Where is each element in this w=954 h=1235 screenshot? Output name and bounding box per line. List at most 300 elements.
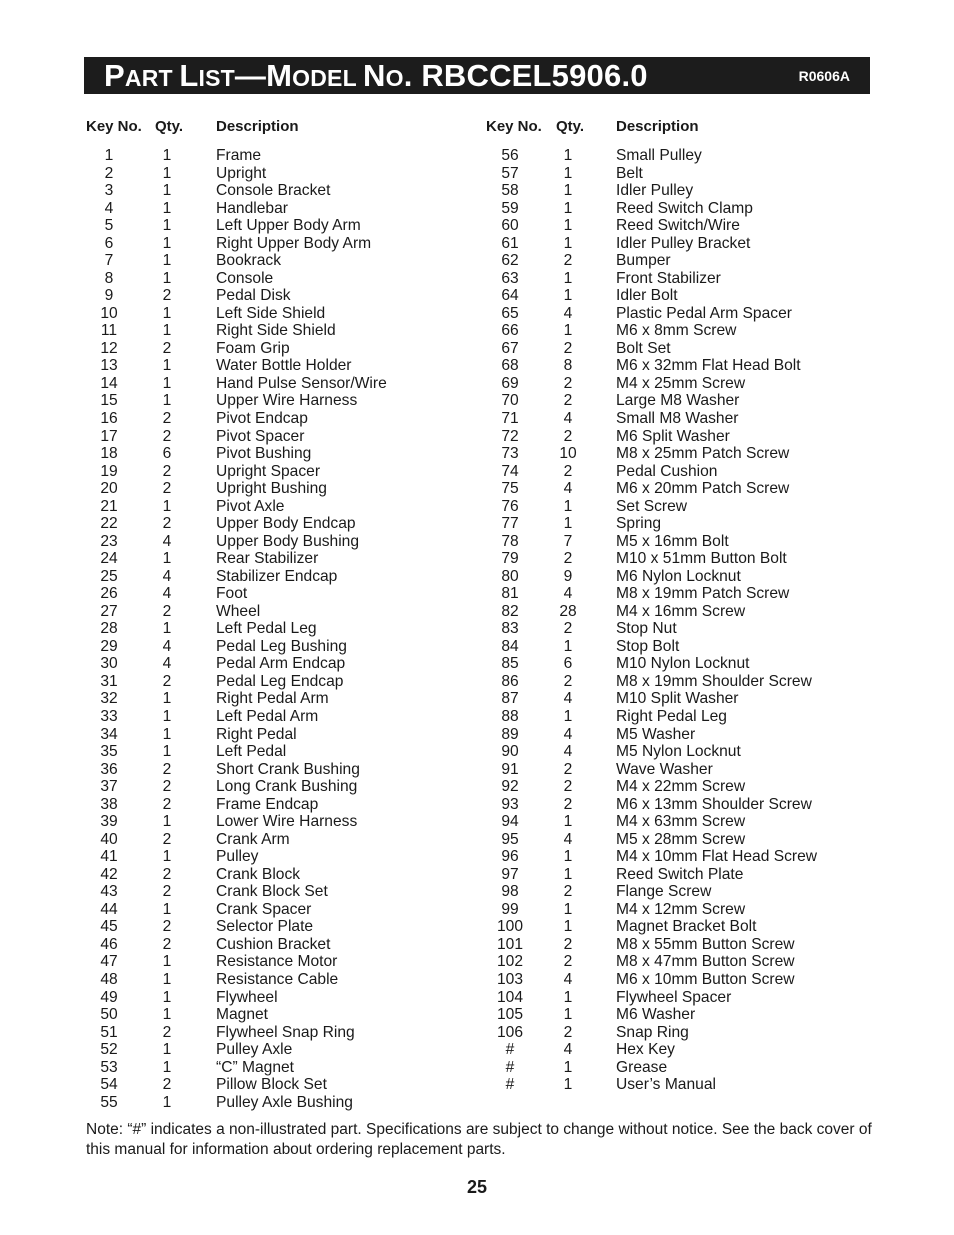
quantity: 4 [563,830,573,848]
key-number: 72 [501,427,519,445]
quantity: 1 [162,1041,172,1059]
key-number: 82 [501,602,519,620]
table-row [477,883,954,901]
key-number: 5 [104,217,114,235]
key-number: 95 [501,830,519,848]
table-row [0,813,477,831]
key-number: 46 [100,935,118,953]
part-description: User’s Manual [616,1076,716,1094]
quantity: 1 [162,182,172,200]
title-part: PART [104,58,180,93]
key-number: 93 [501,795,519,813]
part-description: Set Screw [616,497,688,515]
quantity: 1 [162,269,172,287]
key-number: 33 [100,708,118,725]
key-number: 26 [100,585,118,603]
key-number: 74 [501,462,519,480]
key-number: 35 [100,743,118,761]
quantity: 2 [563,883,573,901]
table-row [0,1041,477,1059]
quantity: 1 [162,970,172,988]
table-row [0,883,477,901]
part-description: Idler Bolt [616,287,678,305]
key-number: 67 [501,339,519,357]
quantity: 1 [162,743,172,761]
quantity: 4 [162,585,172,603]
part-description: Pulley Axle Bushing [216,1093,353,1111]
part-description: Idler Pulley Bracket [616,234,751,252]
table-row [477,743,954,761]
part-description: Console [216,269,274,287]
key-number: 57 [501,164,519,182]
quantity: 2 [563,935,573,953]
quantity: 1 [563,147,573,164]
page-title [104,58,648,96]
table-row [477,200,954,218]
table-row [477,1076,954,1094]
left-header-key: Key No. [86,118,142,135]
part-description: Pillow Block Set [216,1076,327,1094]
key-number: 84 [501,637,519,655]
part-description: M8 x 47mm Button Screw [616,953,795,971]
table-row [477,1041,954,1059]
table-row [0,901,477,919]
quantity: 1 [162,1006,172,1024]
key-number: 29 [100,637,118,655]
quantity: 1 [563,322,573,340]
key-number: 87 [501,690,519,708]
right-parts-table [477,147,954,1094]
quantity: 2 [563,795,573,813]
key-number: 88 [501,708,519,725]
table-row [0,147,477,165]
table-row [477,340,954,358]
quantity: 1 [563,813,573,831]
table-row [0,1024,477,1042]
part-description: Front Stabilizer [616,269,721,287]
quantity: 4 [563,409,573,427]
table-row [477,428,954,446]
quantity: 2 [563,252,573,270]
part-description: M5 Nylon Locknut [616,743,741,761]
table-row [0,918,477,936]
quantity: 1 [162,900,172,918]
table-row [0,287,477,305]
quantity: 7 [563,532,573,550]
table-row [0,375,477,393]
table-row [477,936,954,954]
key-number: 105 [496,1006,524,1024]
part-description: M6 x 10mm Button Screw [616,970,795,988]
key-number: 66 [501,322,519,340]
table-row [0,498,477,516]
table-row [0,866,477,884]
key-number: 53 [100,1058,118,1076]
key-number: 27 [100,602,118,620]
quantity: 1 [563,1006,573,1024]
part-description: Large M8 Washer [616,392,740,410]
quantity: 8 [563,357,573,375]
table-row [0,726,477,744]
quantity: 1 [563,988,573,1006]
key-number: 11 [100,322,118,340]
key-number: 79 [501,550,519,568]
key-number: 6 [104,234,114,252]
part-description: Left Pedal Arm [216,708,319,725]
table-row [477,989,954,1007]
table-row [0,340,477,358]
table-row [0,796,477,814]
key-number: 90 [501,743,519,761]
left-header-qty: Qty. [155,118,184,135]
part-description: Spring [616,515,662,533]
quantity: 1 [162,164,172,182]
quantity: 4 [162,655,172,673]
part-description: Resistance Cable [216,970,339,988]
table-row [477,901,954,919]
table-row [477,971,954,989]
table-row [0,953,477,971]
table-row [0,322,477,340]
quantity: 1 [162,1093,172,1111]
table-row [0,638,477,656]
key-number: 96 [501,848,519,866]
quantity: 2 [563,778,573,796]
table-row [477,690,954,708]
key-number: 10 [100,304,118,322]
quantity: 1 [162,392,172,410]
key-number: 78 [501,532,519,550]
part-description: Pedal Leg Endcap [216,672,344,690]
quantity: 1 [162,550,172,568]
part-description: Right Pedal [216,725,297,743]
key-number: 52 [100,1041,118,1059]
table-row [0,270,477,288]
key-number: 50 [100,1006,118,1024]
table-row [477,147,954,165]
part-description: M6 x 20mm Patch Screw [616,480,790,498]
part-description: Frame [216,147,262,164]
part-description: Pivot Axle [216,497,285,515]
quantity: 1 [162,620,172,638]
quantity: 2 [563,339,573,357]
quantity: 2 [162,409,172,427]
key-number: 23 [100,532,118,550]
key-number: 19 [100,462,118,480]
quantity: 1 [162,322,172,340]
part-description: M5 x 28mm Screw [616,830,746,848]
key-number: 44 [100,900,118,918]
part-description: Pulley [216,848,259,866]
quantity: 2 [162,602,172,620]
quantity: 1 [162,199,172,217]
table-row [0,463,477,481]
part-description: Selector Plate [216,918,314,936]
part-description: Lower Wire Harness [216,813,358,831]
part-description: Rear Stabilizer [216,550,319,568]
part-description: Pivot Endcap [216,409,308,427]
quantity: 4 [563,743,573,761]
table-row [477,445,954,463]
quantity: 1 [162,690,172,708]
part-description: Left Pedal Leg [216,620,317,638]
part-description: Foot [216,585,248,603]
table-row [0,1006,477,1024]
quantity: 1 [162,813,172,831]
key-number: 55 [100,1093,118,1111]
part-description: Pivot Spacer [216,427,305,445]
part-description: Pedal Disk [216,287,291,305]
key-number: 85 [501,655,519,673]
part-description: M4 x 10mm Flat Head Screw [616,848,818,866]
part-description: Crank Spacer [216,900,312,918]
part-description: Frame Endcap [216,795,319,813]
quantity: 2 [162,515,172,533]
key-number: 103 [496,970,524,988]
key-number: 9 [104,287,114,305]
quantity: 1 [563,918,573,936]
quantity: 1 [162,147,172,164]
key-number: 80 [501,567,519,585]
part-description: M6 Split Washer [616,427,730,445]
part-description: Small Pulley [616,147,702,164]
part-description: Stabilizer Endcap [216,567,338,585]
key-number: 51 [100,1023,118,1041]
table-row [477,463,954,481]
key-number: 63 [501,269,519,287]
table-row [0,971,477,989]
key-number: 58 [501,182,519,200]
table-row [477,673,954,691]
table-row [477,1006,954,1024]
quantity: 6 [162,445,172,463]
quantity: 1 [563,637,573,655]
quantity: 9 [563,567,573,585]
table-row [477,375,954,393]
quantity: 1 [162,988,172,1006]
table-row [0,848,477,866]
table-row [0,1076,477,1094]
part-description: Snap Ring [616,1023,689,1041]
quantity: 4 [162,637,172,655]
key-number: # [505,1076,515,1094]
table-row [0,603,477,621]
key-number: 17 [100,427,118,445]
quantity: 2 [162,339,172,357]
part-description: M6 x 8mm Screw [616,322,737,340]
table-row [477,866,954,884]
part-description: Magnet Bracket Bolt [616,918,757,936]
table-row [0,428,477,446]
quantity: 2 [563,392,573,410]
quantity: 1 [563,287,573,305]
quantity: 2 [162,778,172,796]
part-description: M10 Split Washer [616,690,739,708]
part-description: Handlebar [216,199,288,217]
key-number: 92 [501,778,519,796]
part-description: Magnet [216,1006,269,1024]
key-number: 12 [100,339,118,357]
title-part: . RBCCEL5906.0 [403,58,648,93]
table-row [477,585,954,603]
key-number: 4 [104,199,114,217]
part-description: Crank Block [216,865,301,883]
table-row [0,357,477,375]
quantity: 4 [563,304,573,322]
quantity: 1 [563,708,573,725]
part-description: Wave Washer [616,760,713,778]
quantity: 4 [162,532,172,550]
part-description: M8 x 55mm Button Screw [616,935,795,953]
quantity: 1 [162,357,172,375]
table-row [0,217,477,235]
key-number: 22 [100,515,118,533]
part-description: Console Bracket [216,182,331,200]
key-number: 36 [100,760,118,778]
table-row [0,568,477,586]
part-description: Stop Bolt [616,637,680,655]
part-description: Grease [616,1058,668,1076]
table-row [0,620,477,638]
table-row [0,515,477,533]
key-number: 37 [100,778,118,796]
table-row [477,568,954,586]
quantity: 1 [563,199,573,217]
table-row [477,796,954,814]
quantity: 2 [162,462,172,480]
quantity: 2 [162,287,172,305]
part-description: Left Upper Body Arm [216,217,361,235]
table-row [477,270,954,288]
quantity: 2 [162,865,172,883]
quantity: 2 [563,672,573,690]
table-row [477,235,954,253]
part-description: M4 x 22mm Screw [616,778,746,796]
key-number: 34 [100,725,118,743]
key-number: # [505,1041,515,1059]
quantity: 2 [162,1076,172,1094]
table-row [477,515,954,533]
part-description: M8 x 19mm Shoulder Screw [616,672,812,690]
quantity: 1 [162,234,172,252]
quantity: 1 [162,848,172,866]
part-description: M5 Washer [616,725,696,743]
key-number: 89 [501,725,519,743]
part-description: M6 x 13mm Shoulder Screw [616,795,812,813]
key-number: 18 [100,445,118,463]
key-number: 86 [501,672,519,690]
table-row [0,165,477,183]
part-description: Bookrack [216,252,282,270]
key-number: 24 [100,550,118,568]
key-number: 97 [501,865,519,883]
table-row [0,743,477,761]
part-description: Idler Pulley [616,182,694,200]
table-row [0,831,477,849]
table-row [0,673,477,691]
key-number: # [505,1058,515,1076]
table-row [477,603,954,621]
quantity: 2 [162,918,172,936]
table-row [477,638,954,656]
table-row [477,305,954,323]
part-description: Pedal Cushion [616,462,718,480]
part-description: M6 x 32mm Flat Head Bolt [616,357,801,375]
table-row [477,655,954,673]
part-description: Plastic Pedal Arm Spacer [616,304,792,322]
key-number: 2 [104,164,114,182]
table-row [0,550,477,568]
quantity: 4 [563,480,573,498]
part-description: Bumper [616,252,671,270]
key-number: 49 [100,988,118,1006]
key-number: 77 [501,515,519,533]
key-number: 83 [501,620,519,638]
model-code: R0606A [798,68,850,84]
key-number: 25 [100,567,118,585]
quantity: 1 [162,497,172,515]
part-description: Resistance Motor [216,953,338,971]
part-description: Belt [616,164,643,182]
key-number: 59 [501,199,519,217]
key-number: 94 [501,813,519,831]
key-number: 101 [496,935,524,953]
part-description: M4 x 16mm Screw [616,602,746,620]
quantity: 1 [162,725,172,743]
part-description: M5 x 16mm Bolt [616,532,729,550]
quantity: 28 [559,602,577,620]
table-row [0,200,477,218]
table-row [0,252,477,270]
table-row [0,445,477,463]
key-number: 41 [100,848,118,866]
key-number: 60 [501,217,519,235]
quantity: 1 [563,1076,573,1094]
part-description: Pivot Bushing [216,445,312,463]
part-description: M4 x 25mm Screw [616,374,746,392]
table-row [477,498,954,516]
key-number: 98 [501,883,519,901]
part-description: Flywheel [216,988,278,1006]
table-row [477,726,954,744]
part-description: Right Pedal Arm [216,690,329,708]
key-number: 62 [501,252,519,270]
quantity: 1 [162,374,172,392]
part-description: Reed Switch/Wire [616,217,740,235]
left-parts-table [0,147,477,1111]
quantity: 1 [563,234,573,252]
part-description: Reed Switch Plate [616,865,744,883]
quantity: 2 [563,427,573,445]
right-header-description: Description [616,118,699,135]
part-description: Short Crank Bushing [216,760,360,778]
key-number: 28 [100,620,118,638]
quantity: 2 [162,480,172,498]
part-description: M4 x 63mm Screw [616,813,746,831]
key-number: 15 [100,392,118,410]
table-row [477,322,954,340]
table-row [0,1094,477,1112]
part-description: Left Pedal [216,743,287,761]
quantity: 2 [563,462,573,480]
table-row [477,848,954,866]
table-row [477,357,954,375]
table-row [0,235,477,253]
key-number: 104 [496,988,524,1006]
part-description: Hex Key [616,1041,675,1059]
quantity: 2 [162,1023,172,1041]
quantity: 2 [162,883,172,901]
